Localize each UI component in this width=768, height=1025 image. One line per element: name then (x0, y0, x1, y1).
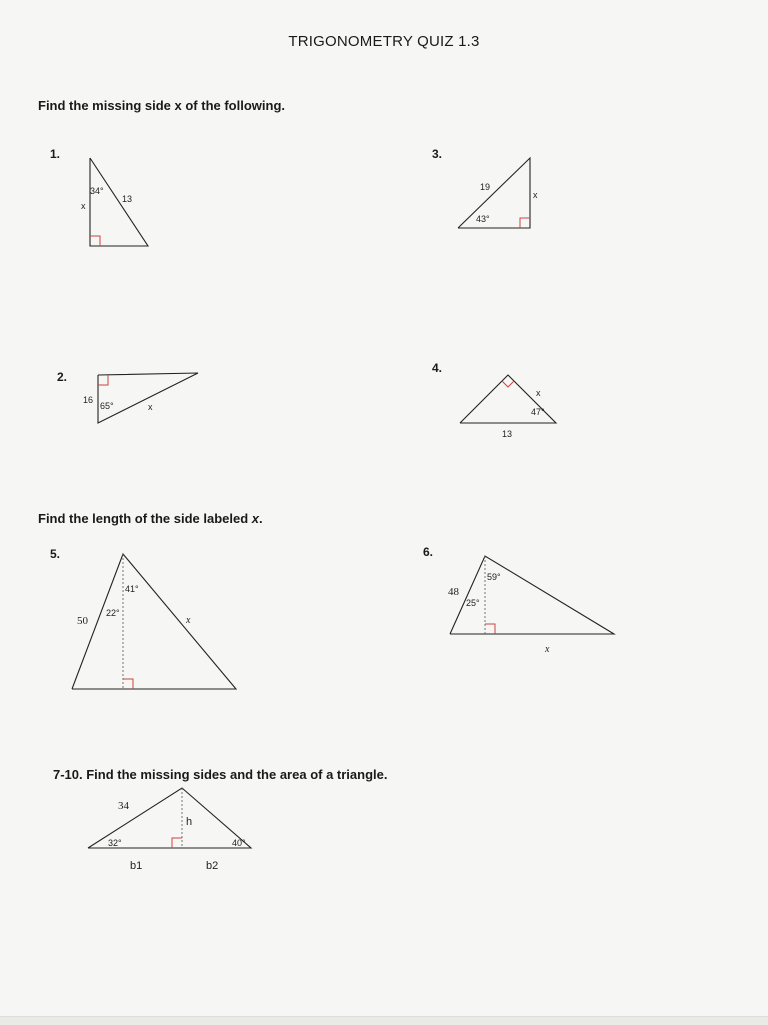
problem-2-triangle (75, 365, 210, 430)
problem-6-triangle (440, 548, 625, 658)
page-title: TRIGONOMETRY QUIZ 1.3 (288, 33, 480, 50)
right-angle-marker (98, 375, 108, 385)
problem-1-number: 1. (50, 147, 61, 161)
angle-top-label: 41° (125, 584, 139, 594)
right-angle-marker (520, 218, 530, 228)
right-angle-marker (485, 624, 495, 634)
unknown-label: x (148, 402, 153, 412)
angle-left-label: 22° (106, 608, 120, 618)
side-label: 50 (77, 615, 88, 627)
angle-left-label: 32° (108, 838, 122, 848)
angle-right-label: 40° (232, 838, 246, 848)
problem-1-triangle (60, 150, 160, 255)
right-angle-marker (502, 381, 514, 387)
triangle-outline (98, 373, 198, 423)
section-heading-1: Find the missing side x of the following. (38, 98, 286, 113)
unknown-label: x (186, 615, 191, 626)
angle-label: 47° (531, 407, 545, 417)
right-angle-marker (172, 838, 182, 848)
triangle-outline (450, 556, 614, 634)
problem-3-triangle (450, 150, 550, 235)
problem-2-number: 2. (57, 370, 68, 384)
unknown-label: x (81, 201, 86, 211)
right-angle-marker (90, 236, 100, 246)
unknown-label: x (545, 644, 550, 655)
base2-label: b2 (206, 860, 219, 872)
angle-label: 43° (476, 214, 490, 224)
base1-label: b1 (130, 860, 143, 872)
problem-7-10-triangle (80, 785, 265, 875)
unknown-label: x (536, 388, 541, 398)
right-angle-marker (123, 679, 133, 689)
problem-5-triangle (60, 548, 250, 698)
triangle-outline (72, 554, 236, 689)
angle-label: 34° (90, 186, 104, 196)
section-heading-3: 7-10. Find the missing sides and the area of a triangle. (53, 767, 388, 782)
angle-left-label: 25° (466, 598, 480, 608)
problem-4-number: 4. (432, 361, 443, 375)
problem-6-number: 6. (423, 545, 434, 559)
problem-3-number: 3. (432, 147, 443, 161)
problem-4-triangle (450, 365, 565, 440)
side-label: 19 (480, 182, 491, 192)
angle-label: 65° (100, 401, 114, 411)
side-label: 34 (118, 800, 129, 812)
side-label: 13 (122, 194, 133, 204)
angle-top-label: 59° (487, 572, 501, 582)
triangle-outline (90, 158, 148, 246)
side-label: 48 (448, 586, 459, 598)
triangle-outline (458, 158, 530, 228)
side-label: 16 (83, 395, 94, 405)
problem-5-number: 5. (50, 547, 61, 561)
side-label: 13 (502, 429, 513, 439)
section-heading-2: Find the length of the side labeled x. (38, 511, 263, 526)
height-label: h (186, 816, 193, 828)
unknown-label: x (533, 190, 538, 200)
